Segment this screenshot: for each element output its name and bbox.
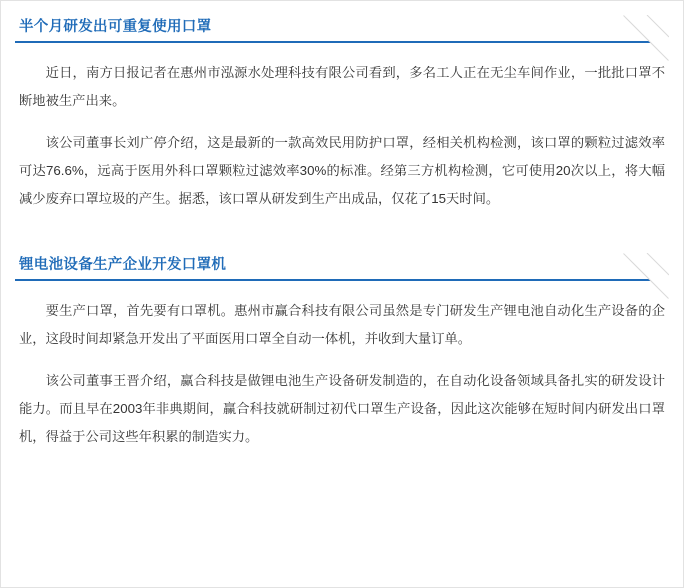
section-header-1: [15, 15, 669, 49]
paragraph: 该公司董事王晋介绍，赢合科技是做锂电池生产设备研发制造的，在自动化设备领域具备扎实的研发设计能力。而且早在2003年非典期间，赢合科技就研制过初代口罩生产设备，因此这次能够在短时间内研发出口罩机，得益于公司这些年积累的制造实力。: [19, 373, 665, 444]
section-gap: [1, 233, 683, 239]
section-rule-2: [15, 279, 669, 281]
article-section-1: [1, 15, 683, 233]
paragraph: 近日，南方日报记者在惠州市泓源水处理科技有限公司看到，多名工人正在无尘车间作业，一批批口罩不断地被生产出来。: [19, 65, 665, 108]
article-section-2: [1, 253, 683, 469]
section-paragraphs-2: [19, 287, 665, 451]
section-paragraphs-1: [19, 49, 665, 213]
article-body: [1, 15, 683, 469]
paragraph: 要生产口罩，首先要有口罩机。惠州市赢合科技有限公司虽然是专门研发生产锂电池自动化生产设备的企业，这段时间却紧急开发出了平面医用口罩全自动一体机，并收到大量订单。: [19, 303, 665, 346]
section-title-1: 半个月研发出可重复使用口罩: [19, 19, 212, 35]
section-title-2: 锂电池设备生产企业开发口罩机: [19, 257, 227, 273]
section-header-2: [15, 253, 669, 287]
section-rule-1: [15, 41, 669, 43]
paragraph: 该公司董事长刘广停介绍，这是最新的一款高效民用防护口罩，经相关机构检测，该口罩的颗粒过滤效率可达76.6%，远高于医用外科口罩颗粒过滤效率30%的标准。经第三方机构检测，它可使用20次以上，将大幅减少废弃口罩垃圾的产生。据悉，该口罩从研发到生产出成品，仅花了15天时间。: [19, 135, 665, 206]
